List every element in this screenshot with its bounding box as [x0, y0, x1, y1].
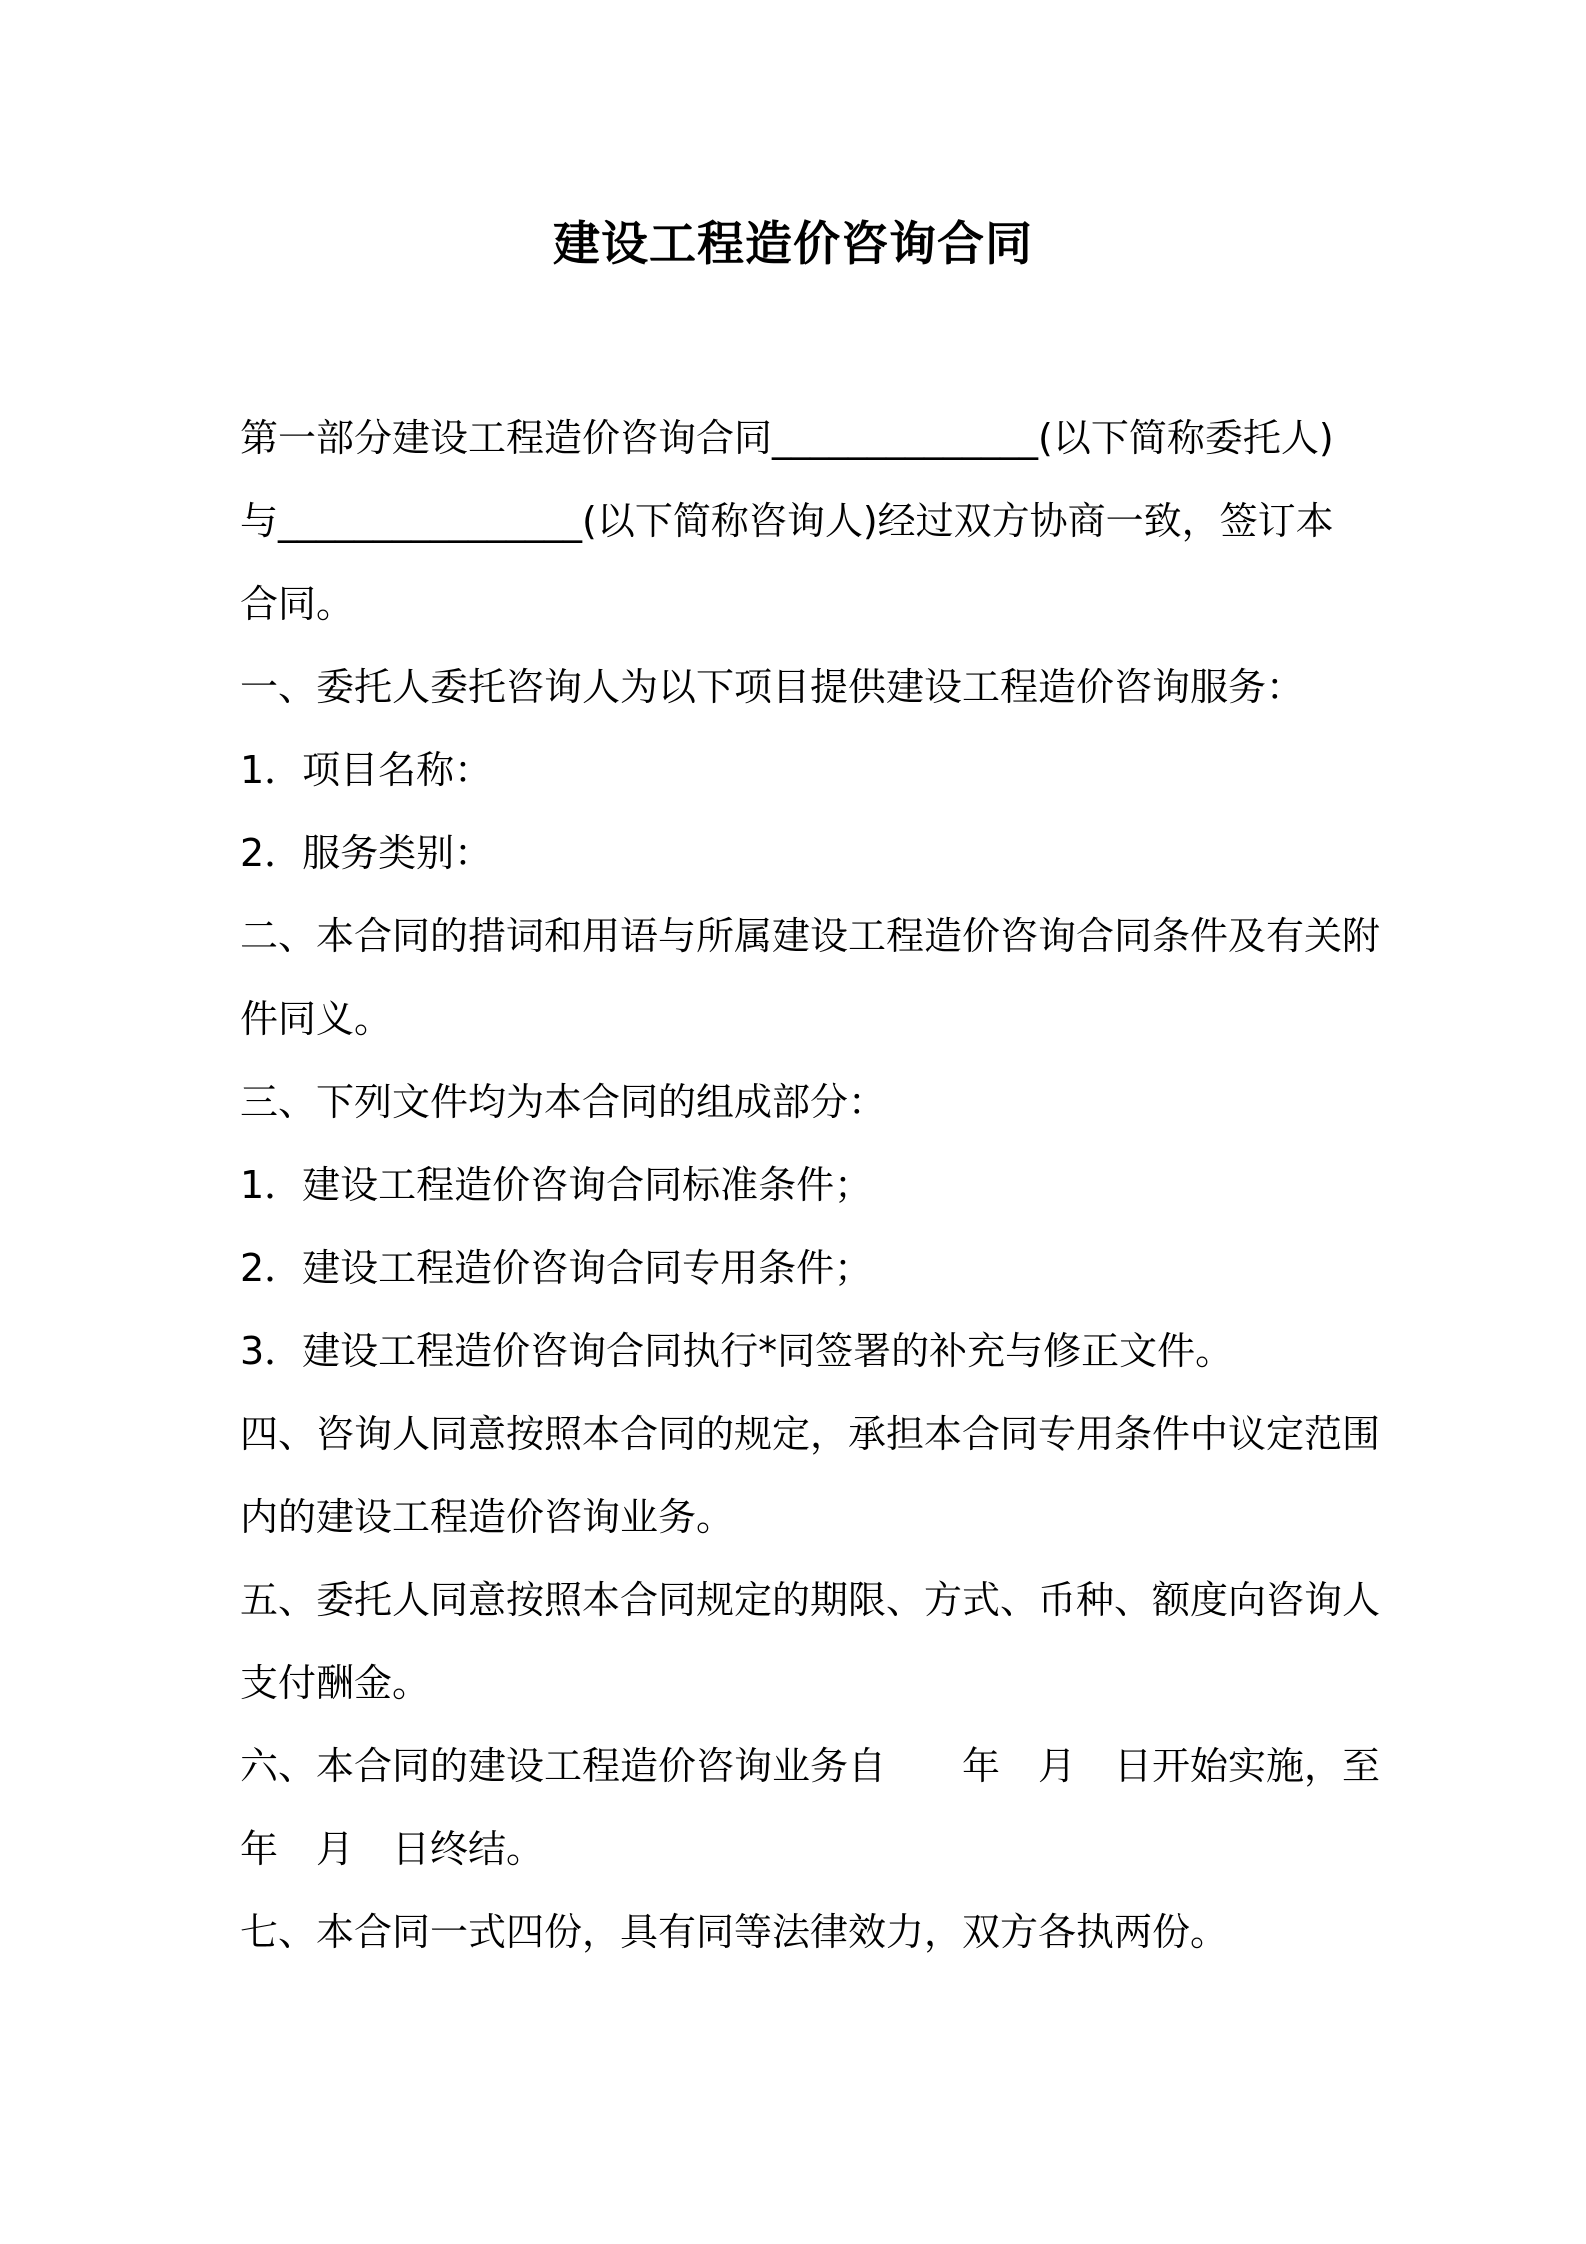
- document-title: 建设工程造价咨询合同: [553, 217, 1033, 272]
- clause-3-heading: 三、下列文件均为本合同的组成部分：: [240, 1080, 887, 1124]
- paragraph-line-parties: 与________________(以下简称咨询人)经过双方协商一致，签订本: [240, 499, 1334, 543]
- clause-1-heading: 一、委托人委托咨询人为以下项目提供建设工程造价咨询服务：: [240, 665, 1305, 709]
- paragraph-line-first-part: 第一部分建设工程造价咨询合同______________(以下简称委托人): [240, 416, 1334, 460]
- clause-3-item-3: 3．建设工程造价咨询合同执行*同签署的补充与修正文件。: [240, 1329, 1234, 1373]
- clause-4-line-2: 内的建设工程造价咨询业务。: [240, 1495, 735, 1539]
- clause-3-item-1: 1．建设工程造价咨询合同标准条件；: [240, 1163, 873, 1207]
- clause-6-line-1: 六、本合同的建设工程造价咨询业务自 年 月 日开始实施，至: [240, 1744, 1381, 1788]
- paragraph-line-contract-end: 合同。: [240, 582, 355, 626]
- clause-5-line-1: 五、委托人同意按照本合同规定的期限、方式、币种、额度向咨询人: [240, 1578, 1381, 1622]
- clause-1-item-project-name: 1．项目名称：: [240, 748, 493, 792]
- document-body: [240, 397, 1381, 1974]
- clause-2-line-1: 二、本合同的措词和用语与所属建设工程造价咨询合同条件及有关附: [240, 914, 1381, 958]
- clause-2-line-2: 件同义。: [240, 997, 393, 1041]
- clause-3-item-2: 2．建设工程造价咨询合同专用条件；: [240, 1246, 873, 1290]
- clause-1-item-service-type: 2．服务类别：: [240, 831, 493, 875]
- clause-4-line-1: 四、咨询人同意按照本合同的规定，承担本合同专用条件中议定范围: [240, 1412, 1381, 1456]
- clause-6-line-2: 年 月 日终结。: [240, 1827, 545, 1871]
- clause-7-line-1: 七、本合同一式四份，具有同等法律效力，双方各执两份。: [240, 1910, 1229, 1954]
- clause-5-line-2: 支付酬金。: [240, 1661, 431, 1705]
